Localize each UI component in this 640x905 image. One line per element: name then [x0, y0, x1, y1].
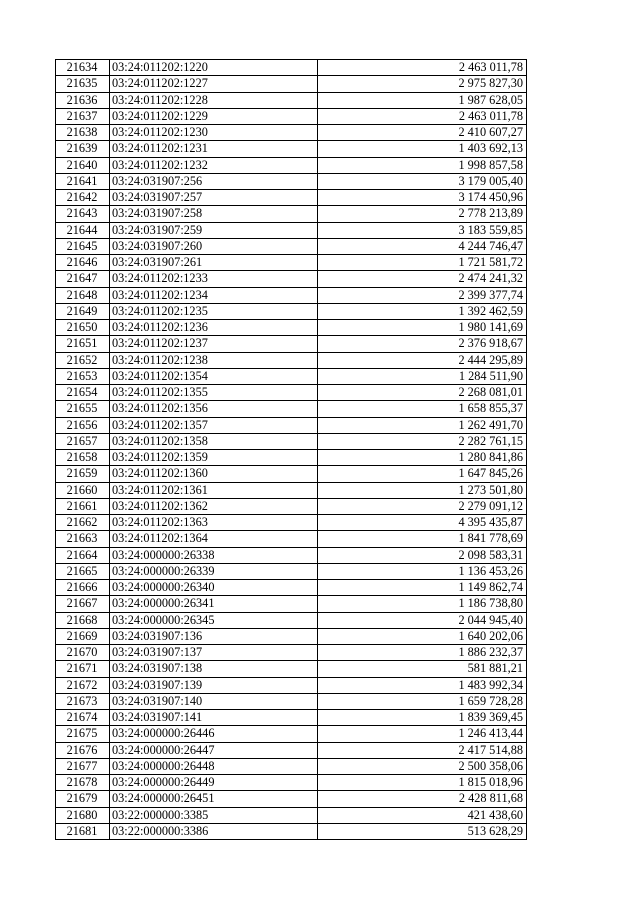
- cadastral-value-cell: 2 410 607,27: [318, 125, 527, 141]
- cadastral-value-cell: 2 282 761,15: [318, 433, 527, 449]
- cadastral-number-cell: 03:24:000000:26447: [110, 742, 318, 758]
- cadastral-value-cell: 2 399 377,74: [318, 287, 527, 303]
- table-row: [56, 645, 527, 661]
- table-row: [56, 758, 527, 774]
- table-row: [56, 563, 527, 579]
- cadastral-value-cell: 1 186 738,80: [318, 596, 527, 612]
- cadastral-value-cell: 4 395 435,87: [318, 515, 527, 531]
- cadastral-number-cell: 03:24:011202:1233: [110, 271, 318, 287]
- cadastral-number-cell: 03:24:031907:141: [110, 710, 318, 726]
- table-row: [56, 547, 527, 563]
- table-row: [56, 401, 527, 417]
- cadastral-number-cell: 03:24:031907:257: [110, 190, 318, 206]
- table-row: [56, 173, 527, 189]
- row-number-cell: 21640: [56, 157, 110, 173]
- row-number-cell: 21646: [56, 255, 110, 271]
- cadastral-value-cell: 2 268 081,01: [318, 385, 527, 401]
- cadastral-value-cell: 2 098 583,31: [318, 547, 527, 563]
- table-row: [56, 255, 527, 271]
- row-number-cell: 21642: [56, 190, 110, 206]
- table-row: [56, 206, 527, 222]
- cadastral-number-cell: 03:22:000000:3385: [110, 807, 318, 823]
- cadastral-value-cell: 1 136 453,26: [318, 563, 527, 579]
- row-number-cell: 21635: [56, 76, 110, 92]
- table-row: [56, 336, 527, 352]
- cadastral-value-cell: 1 721 581,72: [318, 255, 527, 271]
- cadastral-value-cell: 2 975 827,30: [318, 76, 527, 92]
- table-row: [56, 628, 527, 644]
- row-number-cell: 21649: [56, 303, 110, 319]
- cadastral-value-cell: 1 839 369,45: [318, 710, 527, 726]
- cadastral-value-cell: 421 438,60: [318, 807, 527, 823]
- cadastral-number-cell: 03:24:000000:26338: [110, 547, 318, 563]
- table-body: [56, 60, 527, 840]
- table-row: [56, 775, 527, 791]
- table-row: [56, 498, 527, 514]
- cadastral-value-cell: 1 284 511,90: [318, 368, 527, 384]
- cadastral-number-cell: 03:24:031907:140: [110, 693, 318, 709]
- table-row: [56, 515, 527, 531]
- row-number-cell: 21669: [56, 628, 110, 644]
- cadastral-value-cell: 1 149 862,74: [318, 580, 527, 596]
- cadastral-number-cell: 03:24:011202:1238: [110, 352, 318, 368]
- cadastral-value-cell: 2 417 514,88: [318, 742, 527, 758]
- row-number-cell: 21673: [56, 693, 110, 709]
- row-number-cell: 21655: [56, 401, 110, 417]
- cadastral-value-cell: 3 179 005,40: [318, 173, 527, 189]
- row-number-cell: 21670: [56, 645, 110, 661]
- table-row: [56, 238, 527, 254]
- table-row: [56, 320, 527, 336]
- cadastral-value-cell: 2 428 811,68: [318, 791, 527, 807]
- table-row: [56, 222, 527, 238]
- row-number-cell: 21634: [56, 60, 110, 76]
- row-number-cell: 21652: [56, 352, 110, 368]
- row-number-cell: 21638: [56, 125, 110, 141]
- table-row: [56, 482, 527, 498]
- table-row: [56, 466, 527, 482]
- row-number-cell: 21643: [56, 206, 110, 222]
- cadastral-number-cell: 03:24:000000:26446: [110, 726, 318, 742]
- cadastral-value-cell: 3 183 559,85: [318, 222, 527, 238]
- cadastral-value-cell: 2 463 011,78: [318, 60, 527, 76]
- cadastral-number-cell: 03:24:000000:26339: [110, 563, 318, 579]
- cadastral-value-cell: 1 403 692,13: [318, 141, 527, 157]
- table-row: [56, 807, 527, 823]
- cadastral-value-cell: 513 628,29: [318, 823, 527, 839]
- cadastral-number-cell: 03:22:000000:3386: [110, 823, 318, 839]
- table-row: [56, 385, 527, 401]
- cadastral-number-cell: 03:24:011202:1361: [110, 482, 318, 498]
- cadastral-number-cell: 03:24:011202:1358: [110, 433, 318, 449]
- cadastral-value-cell: 1 841 778,69: [318, 531, 527, 547]
- table-row: [56, 60, 527, 76]
- cadastral-number-cell: 03:24:031907:256: [110, 173, 318, 189]
- row-number-cell: 21662: [56, 515, 110, 531]
- row-number-cell: 21663: [56, 531, 110, 547]
- row-number-cell: 21665: [56, 563, 110, 579]
- table-row: [56, 417, 527, 433]
- table-row: [56, 726, 527, 742]
- cadastral-number-cell: 03:24:011202:1362: [110, 498, 318, 514]
- table-row: [56, 531, 527, 547]
- cadastral-number-cell: 03:24:011202:1229: [110, 108, 318, 124]
- row-number-cell: 21676: [56, 742, 110, 758]
- row-number-cell: 21661: [56, 498, 110, 514]
- row-number-cell: 21671: [56, 661, 110, 677]
- cadastral-number-cell: 03:24:011202:1363: [110, 515, 318, 531]
- cadastral-value-cell: 1 483 992,34: [318, 677, 527, 693]
- row-number-cell: 21656: [56, 417, 110, 433]
- cadastral-value-cell: 1 262 491,70: [318, 417, 527, 433]
- table-row: [56, 433, 527, 449]
- row-number-cell: 21680: [56, 807, 110, 823]
- cadastral-number-cell: 03:24:011202:1227: [110, 76, 318, 92]
- cadastral-number-cell: 03:24:011202:1232: [110, 157, 318, 173]
- cadastral-number-cell: 03:24:011202:1220: [110, 60, 318, 76]
- row-number-cell: 21667: [56, 596, 110, 612]
- cadastral-value-cell: 2 463 011,78: [318, 108, 527, 124]
- table-row: [56, 580, 527, 596]
- cadastral-value-table: [55, 59, 527, 840]
- row-number-cell: 21644: [56, 222, 110, 238]
- cadastral-number-cell: 03:24:000000:26340: [110, 580, 318, 596]
- table-row: [56, 677, 527, 693]
- table-row: [56, 368, 527, 384]
- table-row: [56, 190, 527, 206]
- row-number-cell: 21679: [56, 791, 110, 807]
- cadastral-number-cell: 03:24:031907:260: [110, 238, 318, 254]
- cadastral-value-cell: 2 376 918,67: [318, 336, 527, 352]
- cadastral-value-cell: 1 658 855,37: [318, 401, 527, 417]
- row-number-cell: 21654: [56, 385, 110, 401]
- row-number-cell: 21660: [56, 482, 110, 498]
- cadastral-value-cell: 2 044 945,40: [318, 612, 527, 628]
- cadastral-value-cell: 1 659 728,28: [318, 693, 527, 709]
- row-number-cell: 21668: [56, 612, 110, 628]
- cadastral-number-cell: 03:24:000000:26448: [110, 758, 318, 774]
- cadastral-number-cell: 03:24:031907:258: [110, 206, 318, 222]
- cadastral-number-cell: 03:24:031907:136: [110, 628, 318, 644]
- cadastral-value-cell: 1 280 841,86: [318, 450, 527, 466]
- row-number-cell: 21637: [56, 108, 110, 124]
- table-row: [56, 271, 527, 287]
- cadastral-number-cell: 03:24:000000:26451: [110, 791, 318, 807]
- table-row: [56, 125, 527, 141]
- cadastral-number-cell: 03:24:011202:1357: [110, 417, 318, 433]
- table-row: [56, 661, 527, 677]
- cadastral-value-cell: 1 392 462,59: [318, 303, 527, 319]
- cadastral-value-cell: 2 778 213,89: [318, 206, 527, 222]
- cadastral-number-cell: 03:24:011202:1235: [110, 303, 318, 319]
- cadastral-number-cell: 03:24:011202:1230: [110, 125, 318, 141]
- table-row: [56, 742, 527, 758]
- table-row: [56, 76, 527, 92]
- row-number-cell: 21678: [56, 775, 110, 791]
- cadastral-value-cell: 1 246 413,44: [318, 726, 527, 742]
- table-row: [56, 791, 527, 807]
- cadastral-number-cell: 03:24:011202:1360: [110, 466, 318, 482]
- table-row: [56, 92, 527, 108]
- row-number-cell: 21657: [56, 433, 110, 449]
- row-number-cell: 21674: [56, 710, 110, 726]
- cadastral-value-cell: 2 474 241,32: [318, 271, 527, 287]
- cadastral-value-cell: 581 881,21: [318, 661, 527, 677]
- cadastral-value-cell: 2 500 358,06: [318, 758, 527, 774]
- cadastral-number-cell: 03:24:011202:1236: [110, 320, 318, 336]
- cadastral-value-cell: 1 273 501,80: [318, 482, 527, 498]
- cadastral-value-cell: 4 244 746,47: [318, 238, 527, 254]
- table-row: [56, 303, 527, 319]
- row-number-cell: 21647: [56, 271, 110, 287]
- table-row: [56, 141, 527, 157]
- row-number-cell: 21645: [56, 238, 110, 254]
- table-row: [56, 710, 527, 726]
- cadastral-number-cell: 03:24:000000:26345: [110, 612, 318, 628]
- cadastral-value-cell: 2 279 091,12: [318, 498, 527, 514]
- cadastral-number-cell: 03:24:011202:1364: [110, 531, 318, 547]
- cadastral-value-cell: 1 815 018,96: [318, 775, 527, 791]
- row-number-cell: 21681: [56, 823, 110, 839]
- cadastral-number-cell: 03:24:011202:1359: [110, 450, 318, 466]
- cadastral-number-cell: 03:24:031907:139: [110, 677, 318, 693]
- row-number-cell: 21677: [56, 758, 110, 774]
- row-number-cell: 21658: [56, 450, 110, 466]
- table-row: [56, 287, 527, 303]
- cadastral-value-cell: 1 980 141,69: [318, 320, 527, 336]
- cadastral-number-cell: 03:24:031907:137: [110, 645, 318, 661]
- cadastral-number-cell: 03:24:000000:26449: [110, 775, 318, 791]
- table-row: [56, 352, 527, 368]
- cadastral-number-cell: 03:24:011202:1234: [110, 287, 318, 303]
- cadastral-number-cell: 03:24:011202:1228: [110, 92, 318, 108]
- row-number-cell: 21666: [56, 580, 110, 596]
- table-row: [56, 612, 527, 628]
- row-number-cell: 21636: [56, 92, 110, 108]
- cadastral-number-cell: 03:24:011202:1354: [110, 368, 318, 384]
- table-row: [56, 108, 527, 124]
- cadastral-value-cell: 1 987 628,05: [318, 92, 527, 108]
- row-number-cell: 21639: [56, 141, 110, 157]
- cadastral-number-cell: 03:24:011202:1237: [110, 336, 318, 352]
- table-row: [56, 596, 527, 612]
- cadastral-value-cell: 1 647 845,26: [318, 466, 527, 482]
- cadastral-number-cell: 03:24:011202:1231: [110, 141, 318, 157]
- table-row: [56, 823, 527, 839]
- cadastral-number-cell: 03:24:031907:259: [110, 222, 318, 238]
- row-number-cell: 21650: [56, 320, 110, 336]
- cadastral-value-cell: 1 640 202,06: [318, 628, 527, 644]
- cadastral-number-cell: 03:24:011202:1355: [110, 385, 318, 401]
- cadastral-number-cell: 03:24:011202:1356: [110, 401, 318, 417]
- row-number-cell: 21641: [56, 173, 110, 189]
- table-row: [56, 157, 527, 173]
- cadastral-number-cell: 03:24:031907:138: [110, 661, 318, 677]
- row-number-cell: 21664: [56, 547, 110, 563]
- cadastral-value-cell: 3 174 450,96: [318, 190, 527, 206]
- table-row: [56, 693, 527, 709]
- row-number-cell: 21675: [56, 726, 110, 742]
- row-number-cell: 21653: [56, 368, 110, 384]
- cadastral-value-cell: 1 998 857,58: [318, 157, 527, 173]
- row-number-cell: 21672: [56, 677, 110, 693]
- cadastral-number-cell: 03:24:000000:26341: [110, 596, 318, 612]
- cadastral-value-cell: 2 444 295,89: [318, 352, 527, 368]
- row-number-cell: 21648: [56, 287, 110, 303]
- table-row: [56, 450, 527, 466]
- row-number-cell: 21659: [56, 466, 110, 482]
- cadastral-value-cell: 1 886 232,37: [318, 645, 527, 661]
- cadastral-number-cell: 03:24:031907:261: [110, 255, 318, 271]
- row-number-cell: 21651: [56, 336, 110, 352]
